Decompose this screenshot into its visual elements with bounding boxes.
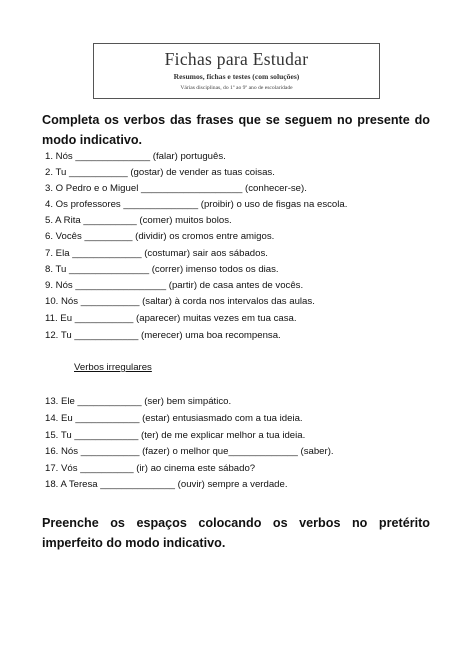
instruction-present-tense: Completa os verbos das frases que se seguem no presente do modo indicativo.: [42, 113, 430, 147]
exercise-item: 2. Tu ___________ (gostar) de vender as tuas coisas.: [45, 167, 275, 178]
header-note: Várias disciplinas, do 1º ao 9º ano de escolaridade: [180, 85, 293, 91]
exercise-item: 17. Vós __________ (ir) ao cinema este sábado?: [45, 463, 256, 474]
exercise-item: 5. A Rita __________ (comer) muitos bolos.: [45, 215, 232, 226]
exercise-item: 15. Tu ____________ (ter) de me explicar melhor a tua ideia.: [45, 430, 306, 441]
exercise-item: 13. Ele ____________ (ser) bem simpático.: [45, 396, 232, 407]
exercise-item: 11. Eu ___________ (aparecer) muitas vezes em tua casa.: [45, 313, 297, 324]
exercise-item: 7. Ela _____________ (costumar) sair aos sábados.: [45, 248, 268, 259]
header-title: Fichas para Estudar: [164, 49, 309, 69]
exercise-item: 16. Nós ___________ (fazer) o melhor que_____________ (saber).: [45, 446, 334, 457]
exercise-item: 3. O Pedro e o Miguel ___________________ (conhecer-se).: [45, 183, 307, 194]
exercise-item: 8. Tu _______________ (correr) imenso todos os dias.: [45, 264, 279, 275]
exercise-item: 12. Tu ____________ (merecer) uma boa recompensa.: [45, 330, 281, 341]
exercise-item: 6. Vocês _________ (dividir) os cromos entre amigos.: [45, 231, 275, 242]
exercise-item: 18. A Teresa ______________ (ouvir) sempre a verdade.: [45, 479, 288, 490]
exercise-item: 4. Os professores ______________ (proibir) o uso de fisgas na escola.: [45, 199, 348, 210]
section-title-irregular-verbs: Verbos irregulares: [74, 362, 152, 373]
exercise-item: 1. Nós ______________ (falar) português.: [45, 151, 226, 162]
document-header: [93, 43, 380, 99]
exercise-item: 10. Nós ___________ (saltar) à corda nos intervalos das aulas.: [45, 296, 315, 307]
exercise-item: 9. Nós _________________ (partir) de casa antes de vocês.: [45, 280, 304, 291]
header-subtitle: Resumos, fichas e testes (com soluções): [173, 72, 300, 81]
instruction-imperfect-tense: Preenche os espaços colocando os verbos no pretérito imperfeito do modo indicativo.: [42, 516, 430, 550]
exercise-item: 14. Eu ____________ (estar) entusiasmado com a tua ideia.: [45, 413, 303, 424]
